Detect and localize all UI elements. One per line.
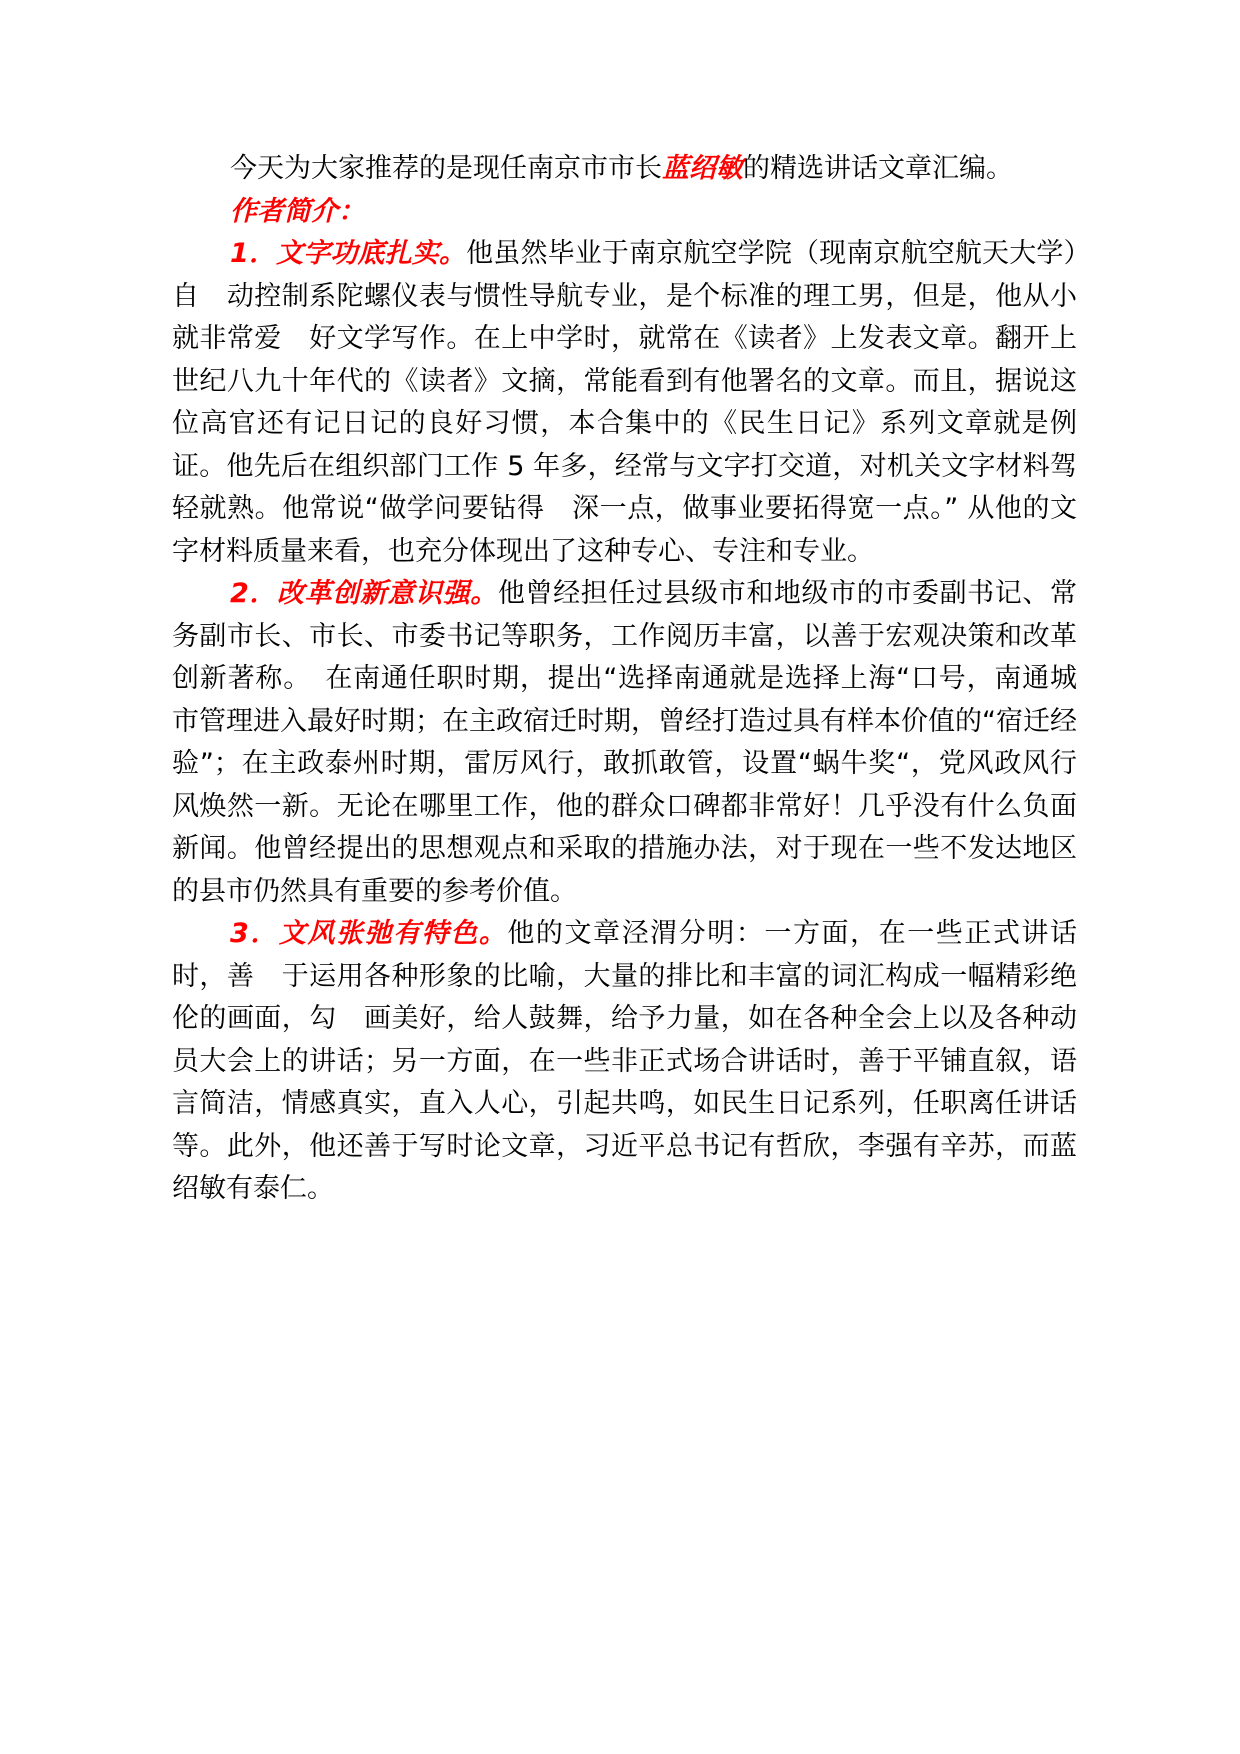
item-paragraph-1 [172,233,1077,573]
item-heading-1: 1．文字功底扎实。 [230,238,467,269]
document-body [172,148,1077,1211]
item-paragraph-2 [172,573,1077,913]
intro-paragraph [172,148,1077,191]
item-body-3: 他的文章泾渭分明：一方面，在一些正式讲话时，善 于运用各种形象的比喻，大量的排比和丰富的词汇构成一幅精彩绝伦的画面，勾 画美好，给人鼓舞，给予力量，如在各种全会上以及各种动员大会上的讲话；另一方面，在一些非正式场合讲话时，善于平铺直叙，语言简洁，情感真实，直入人心，引起共鸣，如民生日记系列，任职离任讲话等。此外，他还善于写时论文章，习近平总书记有哲欣，李强有辛苏，而蓝绍敏有泰仁。 [172,918,1077,1204]
section-title: 作者简介： [230,195,365,227]
item-heading-3: 3．文风张弛有特色。 [230,918,508,949]
item-body-2: 他曾经担任过县级市和地级市的市委副书记、常务副市长、市长、市委书记等职务，工作阅历丰富，以善于宏观决策和改革创新著称。 在南通任职时期，提出“选择南通就是选择上海“口号，南通城市管理进入最好时期；在主政宿迁时期，曾经打造过具有样本价值的“宿迁经验”；在主政泰州时期，雷厉风行，敢抓敢管，设置“蜗牛奖“，党风政风行风焕然一新。无论在哪里工作，他的群众口碑都非常好！几乎没有什么负面新闻。他曾经提出的思想观点和采取的措施办法，对于现在一些不发达地区的县市仍然具有重要的参考价值。 [172,578,1077,907]
mayor-name: 蓝绍敏 [662,153,743,184]
intro-text-before: 今天为大家推荐的是现任南京市市长 [230,153,662,184]
item-paragraph-3 [172,913,1077,1211]
item-body-1: 他虽然毕业于南京航空学院（现南京航空航天大学）自 动控制系陀螺仪表与惯性导航专业，是个标准的理工男，但是，他从小就非常爱 好文学写作。在上中学时，就常在《读者》上发表文章。翻开上世纪八九十年代的《读者》文摘，常能看到有他署名的文章。而且，据说这位高官还有记日记的良好习惯，本合集中的《民生日记》系列文章就是例证。他先后在组织部门工作 5 年多，经常与文字打交道，对机关文字材料驾轻就熟。他常说“做学问要钻得 深一点，做事业要拓得宽一点。” 从他的文字材料质量来看，也充分体现出了这种专心、专注和专业。 [172,238,1077,567]
section-title-paragraph [172,191,1077,234]
item-heading-2: 2．改革创新意识强。 [230,578,498,609]
intro-text-after: 的精选讲话文章汇编。 [743,153,1013,184]
